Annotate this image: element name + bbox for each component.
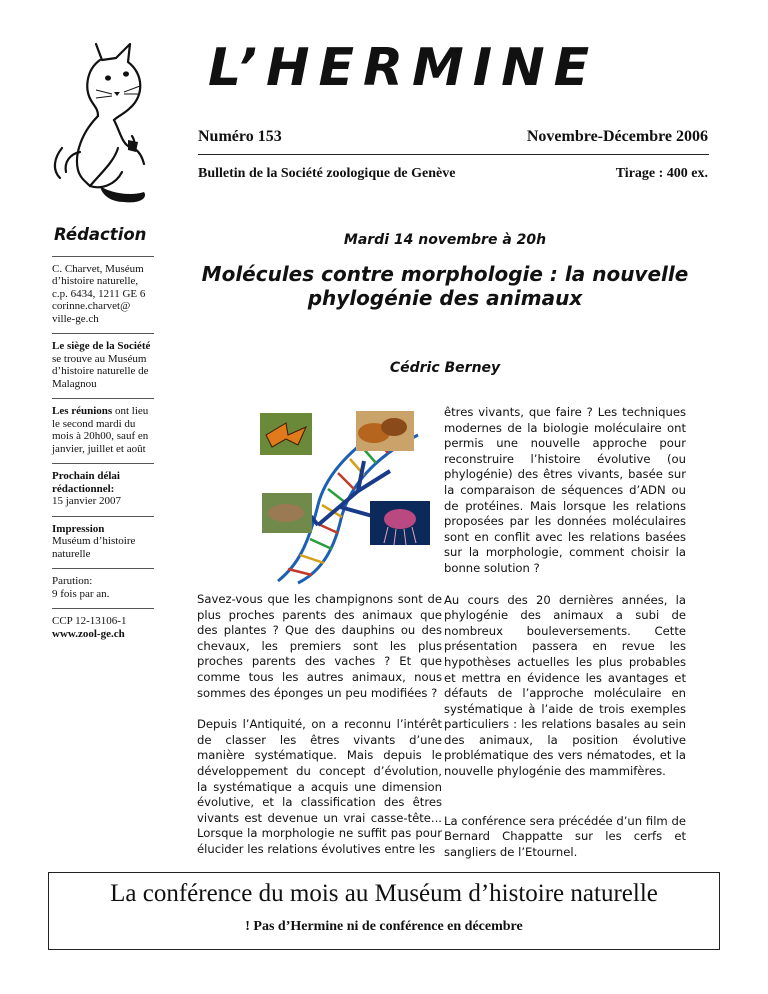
event-date: Mardi 14 novembre à 20h (343, 232, 547, 248)
sidebar-deadline (52, 463, 154, 516)
printing-text: Muséum d’histoire naturelle (52, 535, 136, 560)
sidebar (52, 225, 154, 648)
ermine-logo (40, 36, 190, 206)
meetings-text: ont lieu le second mardi du mois à 20h00, sauf en janvier, juillet et août (52, 405, 149, 455)
frequency-label: Parution: (52, 575, 93, 587)
article-paragraph: êtres vivants, que faire ? Les techniques modernes de la biologie moléculaire ont permis une nouvelle approche pour reconstruire l’histoire évolutive (ou phylogénie) des êtres vivants, basée sur la comparaison de séquences d’ADN ou de protéines. Mais lorsque les relations proposées par les données moléculaires sont en conflit avec les relations basées sur la morphologie, comment choisir la bonne solution ? (444, 405, 686, 575)
sidebar-frequency (52, 568, 154, 608)
deadline-label: Prochain délai rédactionnel: (52, 470, 120, 495)
seat-text: se trouve au Muséum d’histoire naturelle de Malagnou (52, 352, 149, 390)
article-paragraph: Depuis l’Antiquité, on a reconnu l’intérêt de classer les êtres vivants d’une manière systématique. Mais depuis le développement du concept d’évolution, la systématique a acquis une dimension évolutive, et la classification des êtres vivants est devenue un vrai casse-tête... Lorsque la morphologie ne suffit pas pour élucider les relations évolutives entre les (197, 717, 442, 856)
article-column-right (444, 405, 686, 876)
article-column-left (197, 592, 442, 874)
article-paragraph: La conférence sera précédée d’un film de Bernard Chappatte sur les cerfs et sangliers de l’Etournel. (444, 813, 686, 859)
contact-text: C. Charvet, Muséum d’histoire naturelle, c.p. 6434, 1211 GE 6 corinne.charvet@ ville-ge.ch (52, 262, 146, 325)
masthead-rule (198, 154, 709, 155)
sidebar-seat (52, 333, 154, 398)
sidebar-ccp (52, 608, 154, 648)
organism-photos (260, 411, 430, 545)
article-paragraph: Savez-vous que les champignons sont de plus proches parents des animaux que des plantes ? Que des dauphins ou des chevaux, les premiers sont les plus proches parents des vaches ? Et que comme tous les autres animaux, nous sommes des éponges un peu modifiées ? (197, 592, 442, 700)
bulletin-subtitle: Bulletin de la Société zoologique de Genève (198, 166, 456, 181)
sidebar-printing (52, 516, 154, 569)
dna-phylogeny-illustration (258, 405, 434, 585)
sidebar-contact (52, 256, 154, 334)
website-link[interactable]: www.zool-ge.ch (52, 627, 125, 640)
article-paragraph: Au cours des 20 dernières années, la phylogénie des animaux a subi de nombreux bouleversements. Cette présentation passera en revue les hypothèses actuelles les plus probables et mettra en évidence les avantages et défauts de l’approche moléculaire en systématique à l’aide de trois exemples particuliers : les relations basales au sein des animaux, la position évolutive problématique des vers nématodes, et la nouvelle phylogénie des mammifères. (444, 592, 686, 779)
footer-title: La conférence du mois au Muséum d’histoire naturelle (110, 880, 658, 907)
seat-label: Le siège de la Société (52, 340, 151, 352)
article-author: Cédric Berney (389, 360, 501, 376)
issue-number: Numéro 153 (198, 128, 282, 145)
masthead-title: L’HERMINE (208, 38, 599, 98)
printing-label: Impression (52, 522, 105, 535)
sidebar-heading: Rédaction (54, 225, 147, 244)
issue-date: Novembre-Décembre 2006 (526, 128, 708, 145)
article-headline: Molécules contre morphologie : la nouvelle phylogénie des animaux (201, 262, 689, 310)
footer-note: ! Pas d’Hermine ni de conférence en décembre (245, 919, 523, 934)
ccp-text: CCP 12-13106-1 (52, 615, 127, 627)
deadline-text: 15 janvier 2007 (52, 495, 122, 507)
print-run: Tirage : 400 ex. (615, 166, 708, 181)
meetings-label: Les réunions (52, 405, 113, 417)
sidebar-meetings (52, 398, 154, 463)
frequency-text: 9 fois par an. (52, 587, 110, 600)
